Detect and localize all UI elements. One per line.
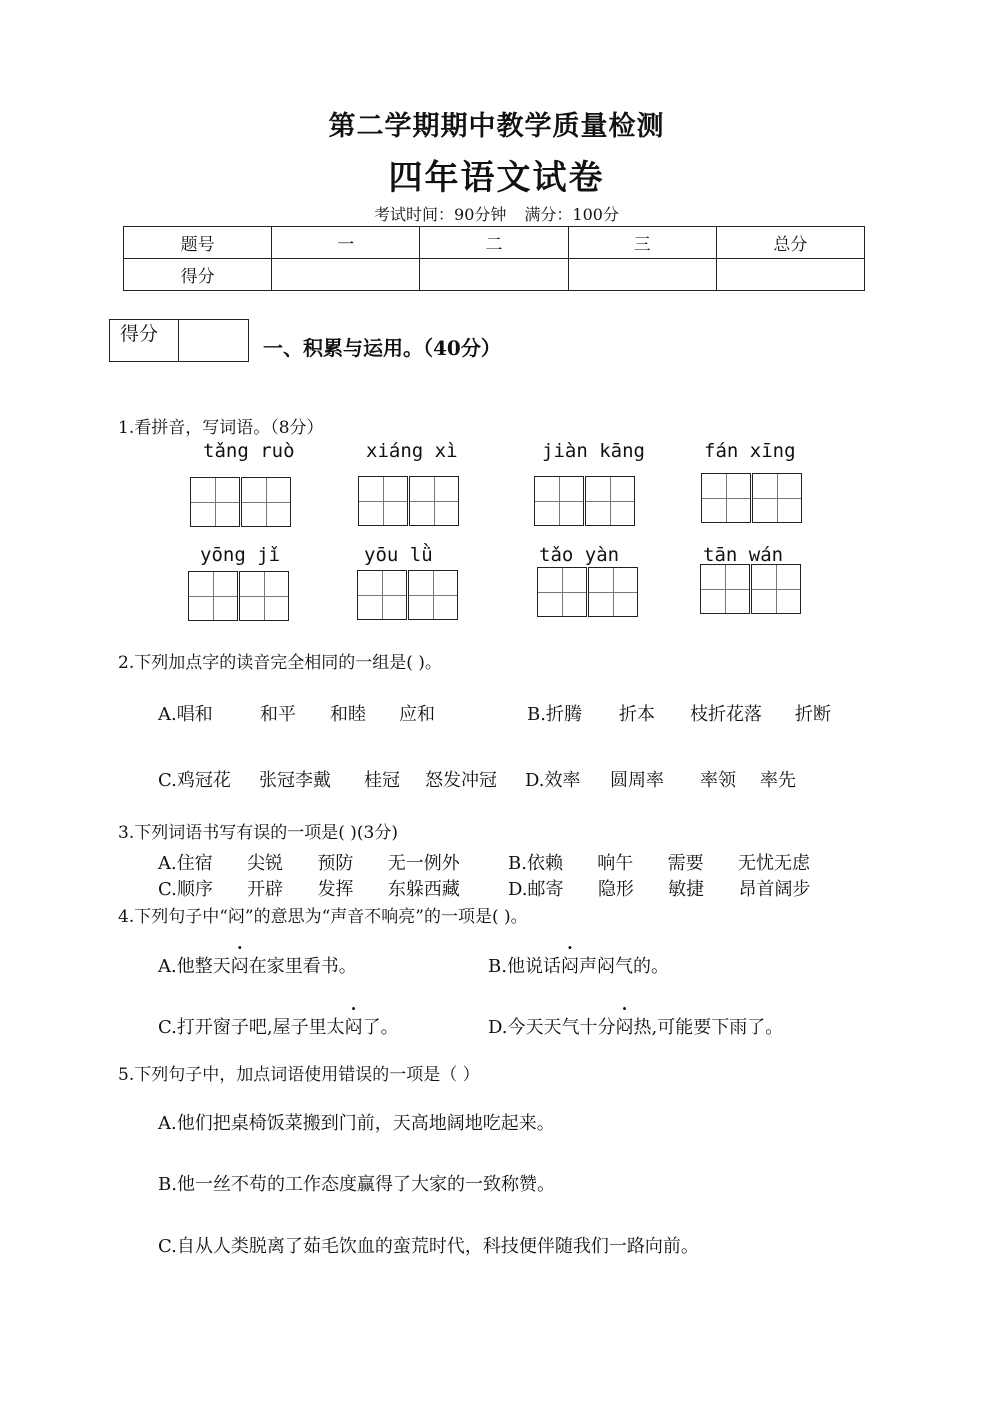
- score-table-header-cell: 总分: [716, 227, 864, 259]
- score-table-header-cell: 二: [420, 227, 568, 259]
- q3-option-a[interactable]: A.住宿 尖锐 预防 无一例外: [158, 853, 460, 874]
- pinyin-label: tān wán: [703, 544, 784, 566]
- option-word: 鸡冠花: [176, 770, 231, 791]
- section-score-box: [109, 319, 249, 362]
- q5-option-b[interactable]: B.他一丝不苟的工作态度赢得了大家的一致称赞。: [158, 1174, 555, 1195]
- q3-stem: 3.下列词语书写有误的一项是( )(3分): [118, 823, 398, 843]
- q2-option-a[interactable]: [158, 700, 213, 726]
- pinyin-label: yōu lǜ: [364, 544, 433, 566]
- score-table-header-cell: 一: [272, 227, 420, 259]
- option-letter: D.: [525, 770, 545, 791]
- pinyin-label: tǎo yàn: [539, 544, 620, 566]
- tianzige-box[interactable]: [537, 567, 638, 617]
- option-word: 应和: [399, 704, 435, 725]
- option-word: 圆周率: [610, 770, 664, 791]
- q4-stem: 4.下列句子中“闷”的意思为“声音不响亮”的一项是( )。: [118, 907, 528, 927]
- q5-option-c[interactable]: C.自从人类脱离了茹毛饮血的蛮荒时代，科技便伴随我们一路向前。: [158, 1236, 699, 1257]
- tianzige-box[interactable]: [700, 564, 801, 614]
- option-text: A.他整天: [158, 956, 231, 977]
- score-input-cell[interactable]: [568, 259, 716, 291]
- option-letter: C.: [158, 770, 177, 791]
- option-text: 在家里看书。: [248, 956, 357, 977]
- option-word: 和睦: [330, 704, 366, 725]
- tianzige-box[interactable]: [358, 476, 459, 526]
- score-input-cell[interactable]: [420, 259, 568, 291]
- section-title: 一、积累与运用。（40分）: [263, 336, 501, 360]
- option-word: 桂冠: [364, 770, 400, 791]
- pinyin-label: jiàn kāng: [542, 440, 645, 462]
- tianzige-box[interactable]: [701, 473, 802, 523]
- option-word: 率领: [700, 770, 736, 791]
- tianzige-box[interactable]: [190, 477, 291, 527]
- option-letter: A.: [158, 704, 177, 725]
- option-word: 唱和: [176, 704, 213, 725]
- option-text: D.今天天气十分: [488, 1017, 616, 1038]
- option-word: 折本: [619, 704, 655, 725]
- option-word: 枝折花落: [690, 704, 762, 725]
- option-text: B.他说话: [488, 956, 561, 977]
- q4-option-a[interactable]: [158, 952, 357, 978]
- option-letter: B.: [527, 704, 546, 725]
- dotted-character: 闷: [344, 1017, 363, 1038]
- tianzige-box[interactable]: [534, 476, 635, 526]
- q3-option-b[interactable]: B.依赖 响午 需要 无忧无虑: [508, 853, 810, 874]
- option-word: 张冠李戴: [259, 770, 331, 791]
- option-word: 和平: [260, 704, 296, 725]
- option-word: 折断: [795, 704, 831, 725]
- q2-stem: 2.下列加点字的读音完全相同的一组是( )。: [118, 653, 442, 673]
- option-text: C.打开窗子吧,屋子里太: [158, 1017, 345, 1038]
- q2-option-d[interactable]: [525, 766, 581, 792]
- q2-option-b[interactable]: [527, 700, 582, 726]
- option-text: 声闷气的。: [578, 956, 669, 977]
- section-score-blank[interactable]: [179, 320, 248, 361]
- tianzige-box[interactable]: [188, 571, 289, 621]
- q3-option-d[interactable]: D.邮寄 隐形 敏捷 昂首阔步: [508, 879, 811, 900]
- pinyin-label: fán xīng: [704, 440, 796, 462]
- exam-time: 考试时间：90分钟: [374, 205, 507, 224]
- pinyin-label: tǎng ruò: [203, 440, 295, 462]
- tianzige-box[interactable]: [357, 570, 458, 620]
- full-score: 满分：100分: [524, 205, 619, 224]
- exam-title-line1: 第二学期期中教学质量检测: [328, 111, 665, 142]
- q2-option-c[interactable]: [158, 766, 231, 792]
- score-table-header-cell: 三: [568, 227, 716, 259]
- pinyin-label: yōng jǐ: [200, 544, 281, 566]
- option-word: 怒发冲冠: [425, 770, 497, 791]
- dotted-character: 闷: [615, 1017, 634, 1038]
- dotted-character: 闷: [560, 956, 579, 977]
- score-row-label: 得分: [124, 259, 272, 291]
- score-table: [123, 226, 865, 291]
- exam-meta: [0, 202, 993, 225]
- q3-option-c[interactable]: C.顺序 开辟 发挥 东躲西藏: [158, 879, 460, 900]
- option-word: 折腾: [545, 704, 582, 725]
- option-text: 了。: [362, 1017, 399, 1038]
- q5-option-a[interactable]: A.他们把桌椅饭菜搬到门前，天高地阔地吃起来。: [158, 1113, 555, 1134]
- score-table-header-cell: 题号: [124, 227, 272, 259]
- option-word: 效率: [544, 770, 581, 791]
- option-text: 热,可能要下雨了。: [633, 1017, 784, 1038]
- pinyin-label: xiáng xì: [366, 440, 458, 462]
- section-score-label: 得分: [110, 320, 179, 361]
- score-input-cell[interactable]: [272, 259, 420, 291]
- score-table-header-row: [124, 227, 865, 259]
- exam-title-line2: 四年语文试卷: [388, 158, 605, 198]
- q5-stem: 5.下列句子中，加点词语使用错误的一项是（ ）: [118, 1065, 480, 1085]
- option-word: 率先: [760, 770, 796, 791]
- q4-option-c[interactable]: [158, 1013, 399, 1039]
- dotted-character: 闷: [230, 956, 249, 977]
- score-table-score-row: [124, 259, 865, 291]
- q1-stem: 1.看拼音，写词语。（8分）: [118, 418, 324, 438]
- score-input-cell[interactable]: [716, 259, 864, 291]
- q4-option-d[interactable]: [488, 1013, 783, 1039]
- q4-option-b[interactable]: [488, 952, 669, 978]
